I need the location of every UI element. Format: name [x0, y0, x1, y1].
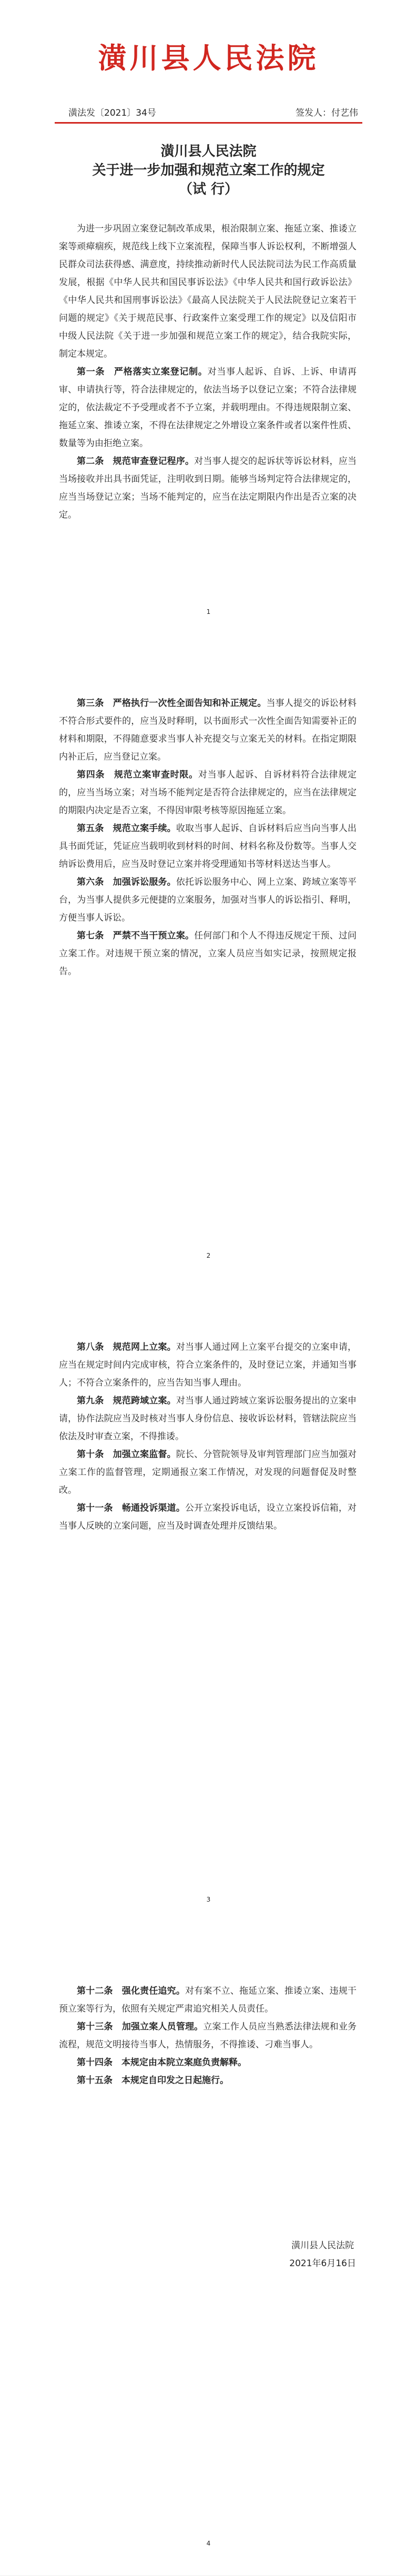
- heading-line-1: 潢川县人民法院: [160, 144, 257, 159]
- closing-block: [289, 2237, 356, 2272]
- article-title: 第十三条 加强立案人员管理。: [77, 2022, 204, 2032]
- article-title: 第三条 严格执行一次性全面告知和补正规定。: [77, 698, 267, 709]
- heading-line-3: （试 行）: [178, 181, 239, 197]
- page-number: 3: [206, 1896, 211, 1903]
- document-page-2: [0, 644, 417, 1288]
- article-title: 第十条 加强立案监督。: [77, 1449, 176, 1460]
- article-paragraph: [59, 220, 357, 363]
- article-title: 第二条 规范审查登记程序。: [77, 456, 195, 467]
- article-paragraph: [59, 452, 357, 524]
- article-title: 第十二条 强化责任追究。: [77, 1986, 185, 1996]
- article-paragraph: [59, 873, 357, 927]
- article-paragraph: [59, 694, 357, 766]
- closing-org: 潢川县人民法院: [291, 2240, 354, 2251]
- article-title: 第十五条 本规定自印发之日起施行。: [77, 2075, 229, 2086]
- article-title: 第七条 严禁不当干预立案。: [77, 931, 195, 941]
- article-paragraph: [59, 820, 357, 873]
- article-text: 立案工作人员应当熟悉法律法规和业务流程，规范文明接待当事人，热情服务，不得推诿、刁难当事人。: [59, 2022, 357, 2050]
- document-page-3: [0, 1288, 417, 1932]
- article-title: 第四条 规范立案审查时限。: [77, 770, 198, 780]
- article-paragraph: [59, 1982, 357, 2018]
- closing-date: 2021年6月16日: [289, 2258, 356, 2269]
- article-title: 第十四条 本规定由本院立案庭负责解释。: [77, 2057, 247, 2068]
- page-number: 4: [206, 2540, 211, 2547]
- article-paragraph: [59, 1446, 357, 1499]
- body-text-page-2: [59, 694, 357, 981]
- article-paragraph: [59, 927, 357, 981]
- article-text: 对当事人提交的起诉状等诉讼材料，应当当场接收并出具书面凭证，注明收到日期。能够当场判定符合法律规定的，应当当场登记立案；当场不能判定的，应当在法定期限内作出是否立案的决定。: [59, 456, 357, 520]
- article-text: 对当事人通过跨域立案诉讼服务提出的立案申请，协作法院应当及时核对当事人身份信息、接收诉讼材料，管辖法院应当依法及时审查立案，不得推诿。: [59, 1396, 357, 1442]
- document-number: 潢法发〔2021〕34号: [68, 108, 156, 118]
- article-text: 为进一步巩固立案登记制改革成果，根治限制立案、拖延立案、推诿立案等顽瘴痼疾，规范线上线下立案流程，保障当事人诉讼权利，不断增强人民群众司法获得感、满意度，持续推动新时代人民法院司法为民工作高质量发展，根据《中华人民共和国民事诉讼法》《中华人民共和国行政诉讼法》《中华人民共和国刑事诉讼法》《最高人民法院关于人民法院登记立案若干问题的规定》《关于规范民事、行政案件立案受理工作的规定》以及信阳市中级人民法院《关于进一步加强和规范立案工作的规定》，结合我院实际，制定本规定。: [59, 224, 357, 359]
- article-paragraph: [59, 2018, 357, 2054]
- document-page-1: [0, 0, 417, 644]
- heading-line-2: 关于进一步加强和规范立案工作的规定: [92, 163, 325, 178]
- article-text: 任何部门和个人不得违反规定干预、过问立案工作。对违规干预立案的情况，立案人员应当如实记录，按照规定报告。: [59, 931, 357, 977]
- article-text: 院长、分管院领导及审判管理部门应当加强对立案工作的监督管理，定期通报立案工作情况，对发现的问题督促及时整改。: [59, 1449, 357, 1496]
- article-paragraph: [59, 2072, 357, 2089]
- article-title: 第五条 规范立案手续。: [77, 823, 176, 834]
- body-text-page-1: [59, 220, 357, 524]
- article-text: 对当事人通过网上立案平台提交的立案申请，应当在规定时间内完成审核，符合立案条件的，及时登记立案，并通知当事人；不符合立案条件的，应当告知当事人理由。: [59, 1342, 357, 1388]
- page-number: 2: [206, 1252, 211, 1259]
- article-text: 收取当事人起诉、自诉材料后应当向当事人出具书面凭证，凭证应当载明收到材料的时间、材料名称及份数等。当事人交纳诉讼费用后，应当及时登记立案并将受理通知书等材料送达当事人。: [59, 823, 357, 870]
- page-number: 1: [206, 608, 211, 615]
- article-title: 第六条 加强诉讼服务。: [77, 877, 176, 887]
- org-red-title: 潢川县人民法院: [98, 41, 319, 75]
- red-divider: [55, 122, 362, 124]
- body-text-page-4: [59, 1982, 357, 2089]
- article-text: 公开立案投诉电话，设立立案投诉信箱，对当事人反映的立案问题，应当及时调查处理并反馈结果。: [59, 1503, 357, 1531]
- article-title: 第一条 严格落实立案登记制。: [77, 367, 208, 377]
- article-text: 对当事人起诉、自诉、上诉、申请再审、申请执行等，符合法律规定的，依法当场予以登记立案；不符合法律规定的，依法裁定不予受理或者不予立案，并载明理由。不得违规限制立案、拖延立案、推诿立案，不得在法律规定之外增设立案条件或者以案件性质、数量等为由拒绝立案。: [59, 367, 357, 449]
- body-text-page-3: [59, 1338, 357, 1535]
- article-text: 当事人提交的诉讼材料不符合形式要件的，应当及时释明，以书面形式一次性全面告知需要补正的材料和期限，不得随意要求当事人补充提交与立案无关的材料。在指定期限内补正后，应当登记立案。: [59, 698, 357, 762]
- article-paragraph: [59, 2054, 357, 2072]
- article-paragraph: [59, 1499, 357, 1535]
- signer: 签发人：付艺伟: [296, 108, 358, 118]
- article-text: 对当事人起诉、自诉材料符合法律规定的，应当当场立案；对当场不能判定是否符合法律规定的，应当在法律规定的期限内决定是否立案，不得因审限考核等原因拖延立案。: [59, 770, 357, 816]
- document-page-4: [0, 1932, 417, 2576]
- article-text: 依托诉讼服务中心、网上立案、跨域立案等平台，为当事人提供多元便捷的立案服务，加强对当事人的诉讼指引、释明，方便当事人诉讼。: [59, 877, 357, 923]
- article-title: 第九条 规范跨域立案。: [77, 1396, 176, 1406]
- article-paragraph: [59, 1338, 357, 1392]
- article-title: 第十一条 畅通投诉渠道。: [77, 1503, 185, 1513]
- article-title: 第八条 规范网上立案。: [77, 1342, 176, 1352]
- article-paragraph: [59, 766, 357, 820]
- article-paragraph: [59, 363, 357, 452]
- document-heading: [0, 142, 417, 199]
- article-text: 对有案不立、拖延立案、推诿立案、违规干预立案等行为，依照有关规定严肃追究相关人员责任。: [59, 1986, 357, 2014]
- article-paragraph: [59, 1392, 357, 1446]
